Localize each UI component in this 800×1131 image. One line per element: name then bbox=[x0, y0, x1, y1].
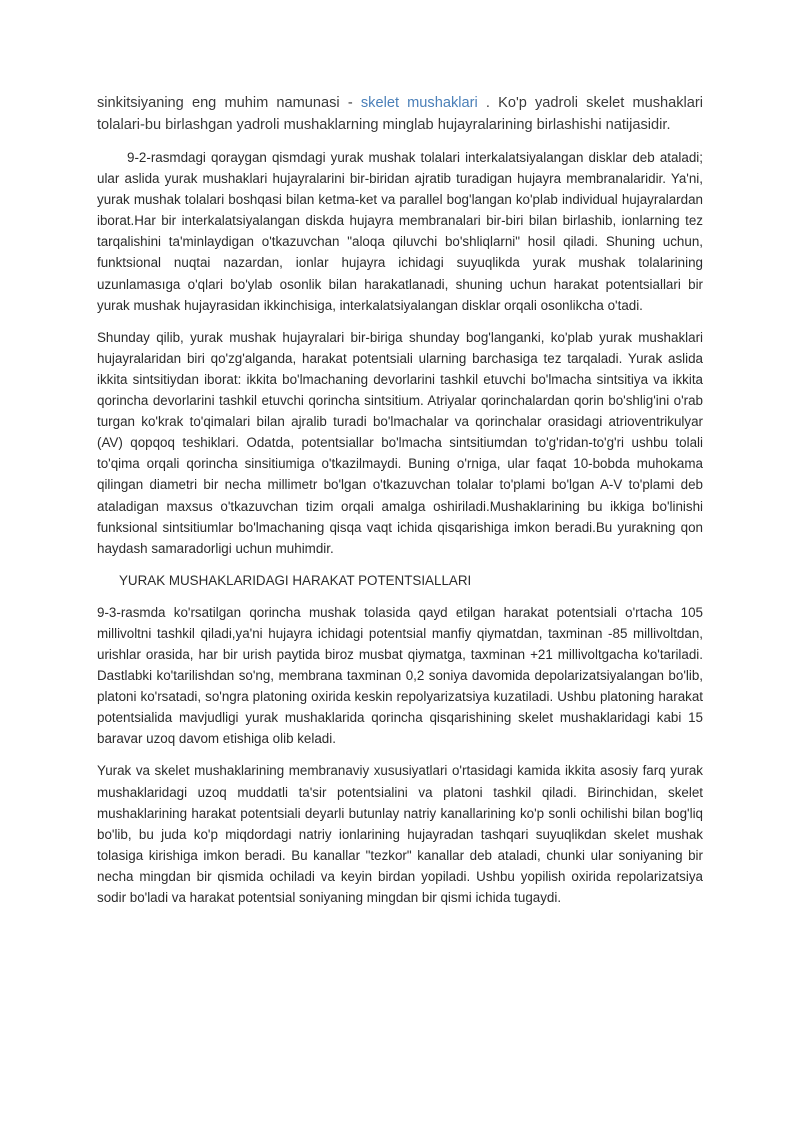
paragraph-sintsitiy: Shunday qilib, yurak mushak hujayralari bir-biriga shunday bog'langanki, ko'plab yurak mushaklari hujayralaridan biri qo'zg'alganda, harakat potentsiali ularning barchasiga tez tarqaladi. Yurak aslida ikkita sintsitiydan iborat: ikkita bo'lmachaning devorlarini tashkil etuvchi bo'lmacha sintsitiya va ikkita qorincha devorlarini tashkil etuvchi qorincha sintsitium. Atriyalar qorinchalardan qorin bo'shlig'ini o'rab turgan ko'krak to'qimalari bilan ajralib turadi bo'lmachalar va qorinchalar orasidagi atrioventrikulyar (AV) qopqoq teshiklari. Odatda, potentsiallar bo'lmacha sintsitiumdan to'g'ridan-to'g'ri ushbu tolali to'qima orqali qorincha sinsitiumiga o'tkazilmaydi. Buning o'rniga, ular faqat 10-bobda muhokama qilingan diametri bir necha millimetr bo'lgan o'tkazuvchan tolalar to'plami bo'lgan A-V to'plami deb ataladigan maxsus o'tkazuvchan tizim orqali amalga oshiriladi.Mushaklarining bu ikkiga bo'linishi funksional sintsitiumlar bo'lmachaning qisqa vaqt ichida qisqarishiga imkon beradi.Bu yurakning qon haydash samaradorligi uchun muhimdir. bbox=[97, 329, 703, 556]
paragraph-interkalatsiyalangan-disklar: 9-2-rasmdagi qoraygan qismdagi yurak mushak tolalari interkalatsiyalangan disklar deb ataladi; ular aslida yurak mushaklari hujayralarini bir-biridan ajratib turadigan hujayra membranalaridir. Ya'ni, yurak mushak tolalari boshqasi bilan ketma-ket va parallel bog'langan ko'plab individual hujayralardan iborat.Har bir interkalatsiyalangan diskda hujayra membranalari bir-biri bilan birlashib, ionlarning tez tarqalishini ta'minlaydigan o'tkazuvchan "aloqa qiluvchi bo'shliqlarni" hosil qiladi. Shuning uchun, funktsional nuqtai nazardan, ionlar hujayra ichidagi suyuqlikda yurak mushak tolalarining uzunlamasıga o'qlari bo'ylab osonlik bilan harakatlanadi, shuning uchun harakat potentsiallari bir yurak mushak hujayrasidan ikkinchisiga, interkalatsiyalangan disklar orqali osonlikcha o'tadi. bbox=[97, 150, 703, 313]
intro-text-after-link: . Ko'p yadroli skelet mushaklari tolalari-bu birlashgan yadroli mushaklarning minglab hujayralarining birlashishi natijasidir. bbox=[97, 95, 703, 133]
document-page bbox=[97, 93, 703, 908]
paragraph-harakat-potentsiali: 9-3-rasmda ko'rsatilgan qorincha mushak tolasida qayd etilgan harakat potentsiali o'rtacha 105 millivoltni tashkil qiladi,ya'ni hujayra ichidagi potentsial manfiy qiymatdan, taxminan -85 millivoltdan, urishlar orasida, har bir urish paytida biroz musbat qiymatga, taxminan +21 millivoltgacha ko'tariladi. Dastlabki ko'tarilishdan so'ng, membrana taxminan 0,2 soniya davomida depolarizatsiyalangan bo'lib, platoni ko'rsatadi, so'ngra platoning oxirida keskin repolyarizatsiya kuzatiladi. Ushbu platoning harakat potentsialida mavjudligi yurak mushaklarida qorincha qisqarishining skelet mushaklaridagi kabi 15 baravar uzoq davom etishiga olib keladi. bbox=[97, 604, 703, 747]
section-heading: YURAK MUSHAKLARIDAGI HARAKAT POTENTSIALLARI bbox=[119, 572, 472, 588]
skelet-mushaklari-link[interactable]: skelet mushaklari bbox=[360, 95, 478, 111]
intro-paragraph bbox=[97, 93, 703, 136]
intro-text-before-link: sinkitsiyaning eng muhim namunasi - bbox=[97, 95, 353, 111]
paragraph-membrana-farqlari: Yurak va skelet mushaklarining membranaviy xususiyatlari o'rtasidagi kamida ikkita asosiy farq yurak mushaklaridagi uzoq muddatli ta'sir potentsialini va platoni tashkil qiladi. Birinchidan, skelet mushaklarining harakat potentsiali deyarli butunlay natriy kanallarining ko'p sonli ochilishi bilan bog'liq bo'lib, bu juda ko'p miqdordagi natriy ionlarining hujayradan tashqari suyuqlikdan skelet mushak tolasiga kirishiga imkon beradi. Bu kanallar "tezkor" kanallar deb ataladi, chunki ular soniyaning bir necha mingdan bir qismida ochiladi va keyin birdan yopiladi. Ushbu yopilish oxirida repolarizatsiya sodir bo'ladi va harakat potentsial soniyaning mingdan bir qismi ichida tugaydi. bbox=[97, 763, 703, 905]
